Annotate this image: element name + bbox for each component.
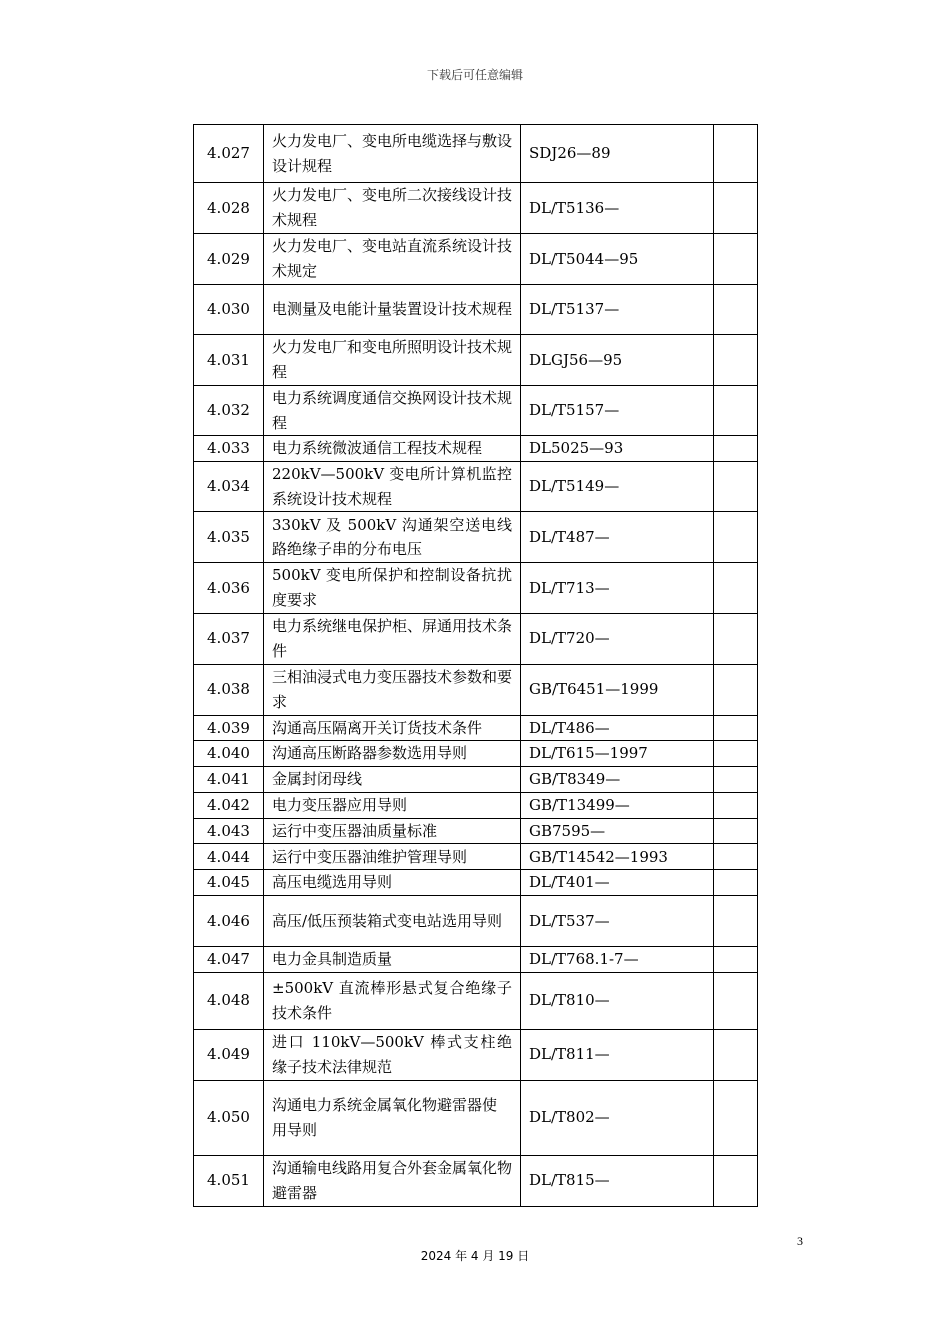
standard-number: 4.050	[194, 1080, 264, 1155]
empty-cell	[714, 335, 758, 386]
table-row	[194, 125, 758, 183]
standard-code: DL/T5157—	[521, 386, 714, 436]
standard-title: 火力发电厂和变电所照明设计技术规程	[264, 335, 521, 386]
empty-cell	[714, 946, 758, 972]
empty-cell	[714, 895, 758, 946]
empty-cell	[714, 741, 758, 767]
table-row	[194, 972, 758, 1029]
empty-cell	[714, 792, 758, 818]
standard-title: 电力系统微波通信工程技术规程	[264, 436, 521, 462]
empty-cell	[714, 386, 758, 436]
standard-number: 4.028	[194, 183, 264, 234]
empty-cell	[714, 285, 758, 335]
standard-number: 4.047	[194, 946, 264, 972]
standard-number: 4.040	[194, 741, 264, 767]
standard-number: 4.029	[194, 234, 264, 285]
table-row	[194, 715, 758, 741]
standard-code: GB/T8349—	[521, 767, 714, 793]
standard-title: 电测量及电能计量装置设计技术规程	[264, 285, 521, 335]
table-row	[194, 1080, 758, 1155]
standard-number: 4.034	[194, 462, 264, 512]
standard-title: 沟通电力系统金属氧化物避雷器使 用导则	[264, 1080, 521, 1155]
empty-cell	[714, 563, 758, 613]
standard-code: DL/T815—	[521, 1155, 714, 1206]
standard-title: 电力金具制造质量	[264, 946, 521, 972]
standard-code: DL/T537—	[521, 895, 714, 946]
standard-title: 火力发电厂、变电所电缆选择与敷设设计规程	[264, 125, 521, 183]
standard-title: 电力变压器应用导则	[264, 792, 521, 818]
table-row	[194, 234, 758, 285]
table-row	[194, 844, 758, 870]
standard-code: GB/T6451—1999	[521, 664, 714, 715]
standard-number: 4.037	[194, 613, 264, 664]
standard-number: 4.049	[194, 1029, 264, 1080]
standard-title: 火力发电厂、变电站直流系统设计技术规定	[264, 234, 521, 285]
standard-code: DL/T401—	[521, 870, 714, 896]
standard-title: 运行中变压器油质量标准	[264, 818, 521, 844]
standard-title: 330kV 及 500kV 沟通架空送电线路绝缘子串的分布电压	[264, 512, 521, 563]
standard-code: DL/T5137—	[521, 285, 714, 335]
table-row	[194, 870, 758, 896]
empty-cell	[714, 1155, 758, 1206]
standard-title: 高压电缆选用导则	[264, 870, 521, 896]
page-header: 下载后可任意编辑	[426, 68, 523, 82]
standard-number: 4.033	[194, 436, 264, 462]
empty-cell	[714, 234, 758, 285]
standard-number: 4.042	[194, 792, 264, 818]
table-row	[194, 563, 758, 613]
table-row	[194, 895, 758, 946]
standard-title: 电力系统调度通信交换网设计技术规程	[264, 386, 521, 436]
standard-number: 4.051	[194, 1155, 264, 1206]
standard-title: 沟通高压隔离开关订货技术条件	[264, 715, 521, 741]
standard-title: 220kV—500kV 变电所计算机监控系统设计技术规程	[264, 462, 521, 512]
standard-number: 4.032	[194, 386, 264, 436]
empty-cell	[714, 462, 758, 512]
standard-code: SDJ26—89	[521, 125, 714, 183]
empty-cell	[714, 818, 758, 844]
standard-code: DL/T802—	[521, 1080, 714, 1155]
table-row	[194, 1155, 758, 1206]
standard-number: 4.035	[194, 512, 264, 563]
standard-number: 4.041	[194, 767, 264, 793]
page-number: 3	[797, 1234, 803, 1248]
empty-cell	[714, 1029, 758, 1080]
empty-cell	[714, 436, 758, 462]
table-row	[194, 792, 758, 818]
standard-title: 沟通输电线路用复合外套金属氧化物避雷器	[264, 1155, 521, 1206]
standard-code: DL/T615—1997	[521, 741, 714, 767]
standard-title: 电力系统继电保护柜、屏通用技术条件	[264, 613, 521, 664]
standard-number: 4.039	[194, 715, 264, 741]
standard-code: DL/T810—	[521, 972, 714, 1029]
table-row	[194, 613, 758, 664]
table-row	[194, 512, 758, 563]
empty-cell	[714, 125, 758, 183]
empty-cell	[714, 972, 758, 1029]
standard-code: DL/T5044—95	[521, 234, 714, 285]
table-row	[194, 436, 758, 462]
standard-code: DL/T720—	[521, 613, 714, 664]
standard-code: DL/T811—	[521, 1029, 714, 1080]
empty-cell	[714, 844, 758, 870]
standard-code: DL/T5136—	[521, 183, 714, 234]
empty-cell	[714, 767, 758, 793]
empty-cell	[714, 183, 758, 234]
standard-number: 4.030	[194, 285, 264, 335]
table-row	[194, 386, 758, 436]
standard-title: 金属封闭母线	[264, 767, 521, 793]
standard-number: 4.036	[194, 563, 264, 613]
page-footer-date: 2024 年 4 月 19 日	[420, 1249, 530, 1263]
standard-code: DL/T713—	[521, 563, 714, 613]
table-row	[194, 818, 758, 844]
table-row	[194, 183, 758, 234]
standard-title: 高压/低压预装箱式变电站选用导则	[264, 895, 521, 946]
standard-code: GB/T13499—	[521, 792, 714, 818]
table-row	[194, 1029, 758, 1080]
table-row	[194, 285, 758, 335]
standard-title: ±500kV 直流棒形悬式复合绝缘子技术条件	[264, 972, 521, 1029]
standards-table-body	[194, 125, 758, 1207]
standard-number: 4.048	[194, 972, 264, 1029]
empty-cell	[714, 512, 758, 563]
standard-title: 火力发电厂、变电所二次接线设计技术规程	[264, 183, 521, 234]
standard-number: 4.027	[194, 125, 264, 183]
table-row	[194, 664, 758, 715]
standard-code: GB/T14542—1993	[521, 844, 714, 870]
standard-title: 进口 110kV—500kV 棒式支柱绝缘子技术法律规范	[264, 1029, 521, 1080]
empty-cell	[714, 613, 758, 664]
empty-cell	[714, 715, 758, 741]
empty-cell	[714, 1080, 758, 1155]
standard-number: 4.038	[194, 664, 264, 715]
standard-number: 4.045	[194, 870, 264, 896]
standard-title: 沟通高压断路器参数选用导则	[264, 741, 521, 767]
standard-code: GB7595—	[521, 818, 714, 844]
standard-code: DLGJ56—95	[521, 335, 714, 386]
standards-table	[193, 124, 758, 1207]
standard-number: 4.031	[194, 335, 264, 386]
standard-number: 4.046	[194, 895, 264, 946]
table-row	[194, 462, 758, 512]
standard-number: 4.043	[194, 818, 264, 844]
standard-number: 4.044	[194, 844, 264, 870]
empty-cell	[714, 870, 758, 896]
table-row	[194, 946, 758, 972]
table-row	[194, 741, 758, 767]
table-row	[194, 767, 758, 793]
standard-title: 运行中变压器油维护管理导则	[264, 844, 521, 870]
standard-code: DL/T768.1-7—	[521, 946, 714, 972]
standard-title: 三相油浸式电力变压器技术参数和要求	[264, 664, 521, 715]
standard-code: DL5025—93	[521, 436, 714, 462]
standard-code: DL/T487—	[521, 512, 714, 563]
standard-title: 500kV 变电所保护和控制设备抗扰度要求	[264, 563, 521, 613]
empty-cell	[714, 664, 758, 715]
standard-code: DL/T486—	[521, 715, 714, 741]
table-row	[194, 335, 758, 386]
standard-code: DL/T5149—	[521, 462, 714, 512]
